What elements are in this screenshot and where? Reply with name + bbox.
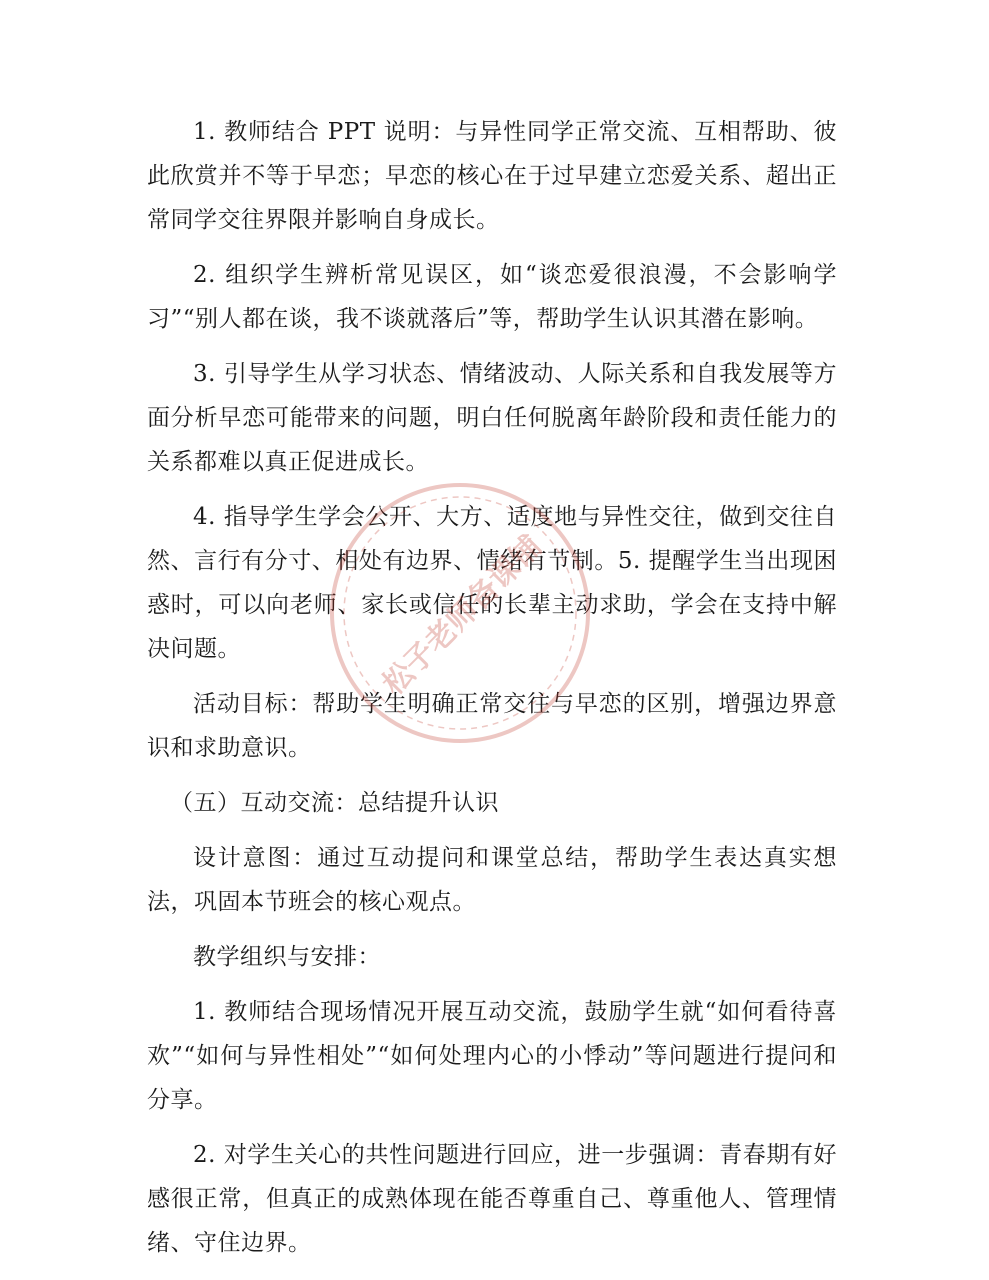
section-heading: （五）互动交流：总结提升认识 [170, 790, 499, 816]
design-intent: 设计意图：通过互动提问和课堂总结，帮助学生表达真实想法，巩固本节班会的核心观点。 [147, 845, 837, 915]
paragraph-2: 2. 组织学生辨析常见误区，如“谈恋爱很浪漫，不会影响学习”“别人都在谈，我不谈就落后”等，帮助学生认识其潜在影响。 [147, 262, 837, 332]
stamp-text: 松子老师备课铺 [375, 528, 550, 703]
arrangement-item-1: 1. 教师结合现场情况开展互动交流，鼓励学生就“如何看待喜欢”“如何与异性相处”“如何处理内心的小悸动”等问题进行提问和分享。 [147, 999, 837, 1113]
arrangement-item-2: 2. 对学生关心的共性问题进行回应，进一步强调：青春期有好感很正常，但真正的成熟体现在能否尊重自己、尊重他人、管理情绪、守住边界。 [147, 1142, 837, 1256]
paragraph-1: 1. 教师结合 PPT 说明：与异性同学正常交流、互相帮助、彼此欣赏并不等于早恋；早恋的核心在于过早建立恋爱关系、超出正常同学交往界限并影响自身成长。 [147, 119, 837, 233]
document-body [147, 110, 837, 1276]
paragraph-3: 3. 引导学生从学习状态、情绪波动、人际关系和自我发展等方面分析早恋可能带来的问题，明白任何脱离年龄阶段和责任能力的关系都难以真正促进成长。 [147, 361, 837, 475]
paragraph-4: 4. 指导学生学会公开、大方、适度地与异性交往，做到交往自然、言行有分寸、相处有边界、情绪有节制。5. 提醒学生当出现困惑时，可以向老师、家长或信任的长辈主动求助，学会在支持中解决问题。 [147, 504, 837, 662]
activity-goal: 活动目标：帮助学生明确正常交往与早恋的区别，增强边界意识和求助意识。 [147, 691, 837, 761]
teaching-arrangement-label: 教学组织与安排： [193, 944, 381, 970]
